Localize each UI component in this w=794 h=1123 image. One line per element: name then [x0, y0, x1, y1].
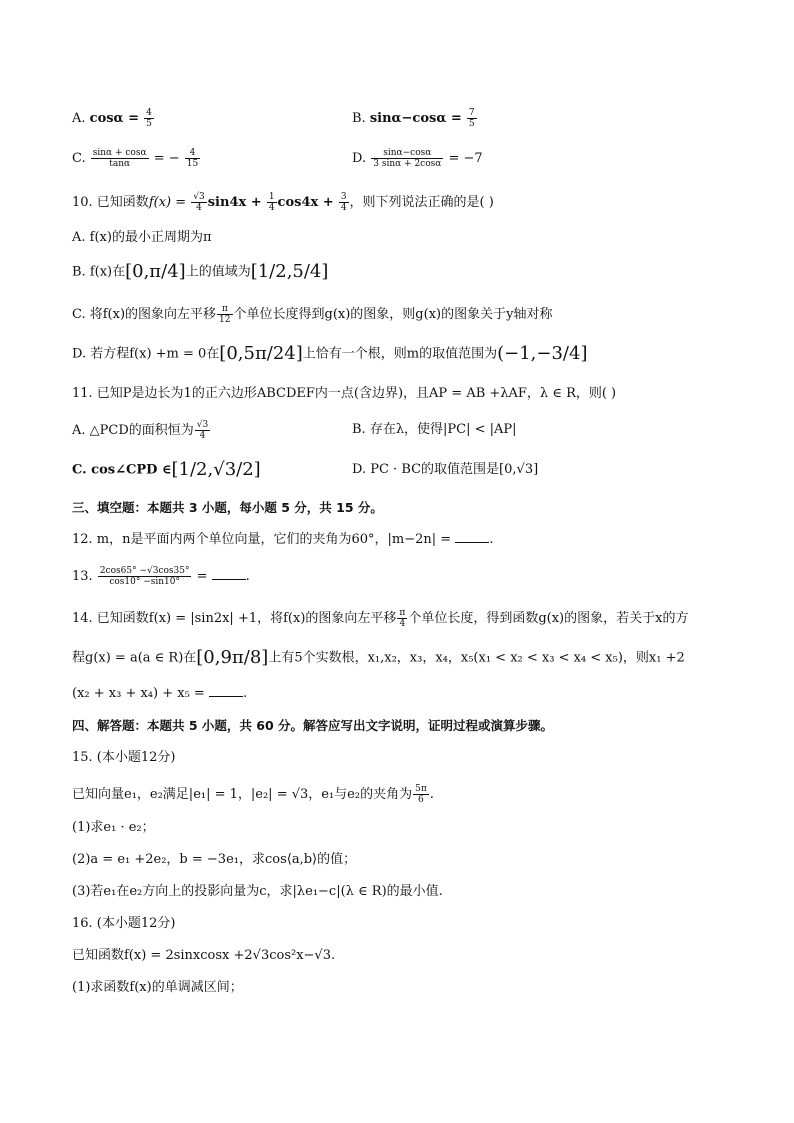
numerator: π	[399, 608, 406, 618]
equals-sign: =	[196, 569, 208, 584]
option-text: B. f(x)在	[72, 264, 126, 280]
numerator: sinα−cosα	[371, 148, 443, 159]
option-label: B.	[352, 111, 370, 126]
question-label: 13.	[72, 569, 93, 584]
q11-option-a	[72, 420, 211, 441]
q14-line-1	[72, 608, 688, 629]
numerator: √3	[196, 420, 209, 430]
fraction	[267, 192, 277, 213]
stem-expr: f(x) =	[148, 195, 187, 210]
denominator: 4	[268, 203, 275, 213]
question-end: .	[429, 787, 434, 802]
denominator: 4	[199, 431, 206, 441]
question-text: 程g(x) = a(a ∈ R)在	[72, 650, 197, 666]
q10-option-a: A. f(x)的最小正周期为π	[72, 230, 212, 245]
answer-blank[interactable]	[209, 684, 243, 697]
fraction	[339, 192, 349, 213]
q9-option-d	[352, 148, 483, 169]
interval: [0,5π/24]	[219, 343, 303, 364]
question-text: 12. m，n是平面内两个单位向量，它们的夹角为60°，|m−2n| =	[72, 532, 452, 547]
question-text: 已知向量e₁，e₂满足|e₁| = 1，|e₂| = √3，e₁与e₂的夹角为	[72, 787, 413, 802]
denominator: 12	[219, 315, 231, 325]
fraction	[195, 420, 210, 441]
q15-part-1: (1)求e₁ · e₂；	[72, 820, 155, 835]
option-text: 上恰有一个根，则m的取值范围为	[302, 346, 498, 362]
range: [1/2,5/4]	[250, 261, 329, 282]
denominator: 4	[399, 619, 406, 629]
option-text: C. 将f(x)的图象向左平移	[72, 307, 217, 322]
q14-line-3	[72, 684, 247, 704]
fraction	[397, 608, 407, 629]
section-heading-solutions: 四、解答题：本题共 5 小题，共 60 分。解答应写出文字说明，证明过程或演算步骤。	[72, 718, 554, 733]
option-text: 上的值域为	[185, 264, 251, 280]
numerator: π	[217, 304, 232, 315]
stem-expr: sin4x +	[207, 195, 262, 210]
option-label: D.	[352, 151, 371, 166]
option-label: A.	[72, 111, 90, 126]
numerator: 3	[340, 192, 347, 202]
numerator: 1	[268, 192, 275, 202]
interval: [0,9π/8]	[196, 647, 269, 668]
range: (−1,−3/4]	[497, 343, 588, 364]
q15-stem	[72, 784, 434, 805]
fraction	[467, 108, 477, 129]
numerator: 4	[185, 148, 200, 159]
option-text: A. △PCD的面积恒为	[72, 423, 194, 438]
option-text: 个单位长度得到g(x)的图象，则g(x)的图象关于y轴对称	[233, 307, 553, 322]
numerator: 5π	[415, 784, 427, 794]
q11-option-c	[72, 460, 261, 481]
question-text: 上有5个实数根，x₁,x₂，x₃，x₄，x₅(x₁ < x₂ < x₃ < x₄ < x₅)，则x₁ +2	[268, 650, 685, 666]
numerator: √3	[193, 192, 205, 202]
fraction	[217, 304, 232, 325]
option-expr: = −	[153, 151, 180, 166]
q13	[72, 566, 250, 587]
fraction	[185, 148, 200, 169]
stem-expr: cos4x +	[277, 195, 334, 210]
option-expr: cosα =	[89, 111, 139, 126]
q16-title: 16. (本小题12分)	[72, 916, 176, 931]
q9-option-b	[352, 108, 478, 129]
numerator: sinα + cosα	[92, 148, 147, 158]
fraction	[371, 148, 443, 169]
q16-stem: 已知函数f(x) = 2sinxcosx +2√3cos²x−√3.	[72, 948, 336, 963]
denominator: 3 sinα + 2cosα	[373, 159, 442, 169]
q11-stem: 11. 已知P是边长为1的正六边形ABCDEF内一点(含边界)，且AP = AB +λAF，λ ∈ R，则( )	[72, 386, 617, 401]
question-end: .	[489, 532, 494, 547]
q10-option-b	[72, 262, 328, 283]
stem-text: 10. 已知函数	[72, 195, 149, 210]
q15-part-3: (3)若e₁在e₂方向上的投影向量为c，求|λe₁−c|(λ ∈ R)的最小值.	[72, 884, 443, 899]
q10-stem	[72, 192, 494, 213]
q10-option-d	[72, 344, 587, 365]
fraction	[144, 108, 154, 129]
section-heading-fill-in: 三、填空题：本题共 3 小题，每小题 5 分，共 15 分。	[72, 500, 383, 515]
question-end: .	[242, 686, 248, 701]
answer-blank[interactable]	[455, 530, 489, 543]
q15-title: 15. (本小题12分)	[72, 750, 176, 765]
fraction	[413, 784, 429, 805]
denominator: 5	[468, 119, 475, 129]
denominator: 4	[340, 203, 347, 213]
option-text: C. cos∠CPD ∈	[72, 462, 172, 478]
stem-text: ，则下列说法正确的是( )	[349, 195, 494, 210]
q12	[72, 530, 493, 550]
q15-part-2: (2)a = e₁ +2e₂，b = −3e₁，求cos⟨a,b⟩的值；	[72, 852, 357, 867]
q9-option-a	[72, 108, 155, 129]
denominator: 15	[186, 159, 199, 169]
q10-option-c	[72, 304, 552, 325]
denominator: cos10° −sin10°	[109, 577, 180, 587]
fraction	[91, 148, 149, 169]
option-label: C.	[72, 151, 90, 166]
q14-line-2	[72, 648, 685, 669]
fraction	[191, 192, 206, 213]
range: [1/2,√3/2]	[171, 459, 261, 480]
denominator: 4	[196, 203, 202, 213]
denominator: 5	[146, 119, 152, 129]
denominator: 6	[418, 795, 424, 805]
q9-option-c	[72, 148, 201, 169]
question-text: 个单位长度，得到函数g(x)的图象，若关于x的方	[408, 611, 689, 626]
q11-option-d: D. PC · BC的取值范围是[0,√3]	[352, 462, 539, 477]
numerator: 2cos65° −√3cos35°	[99, 566, 190, 576]
interval: [0,π/4]	[125, 261, 186, 282]
answer-blank[interactable]	[212, 567, 246, 580]
q11-option-b: B. 存在λ，使得|PC| < |AP|	[352, 422, 517, 437]
numerator: 4	[146, 108, 152, 118]
denominator: tanα	[109, 159, 131, 169]
fraction	[98, 566, 192, 587]
question-text: 14. 已知函数f(x) = |sin2x| +1，将f(x)的图象向左平移	[72, 611, 397, 626]
numerator: 7	[468, 108, 475, 118]
question-text: (x₂ + x₃ + x₄) + x₅ =	[72, 686, 205, 701]
option-expr: sinα−cosα =	[369, 111, 462, 126]
question-end: .	[245, 569, 250, 584]
option-expr: = −7	[448, 151, 483, 166]
q16-part-1: (1)求函数f(x)的单调减区间；	[72, 980, 243, 995]
option-text: D. 若方程f(x) +m = 0在	[72, 346, 220, 362]
